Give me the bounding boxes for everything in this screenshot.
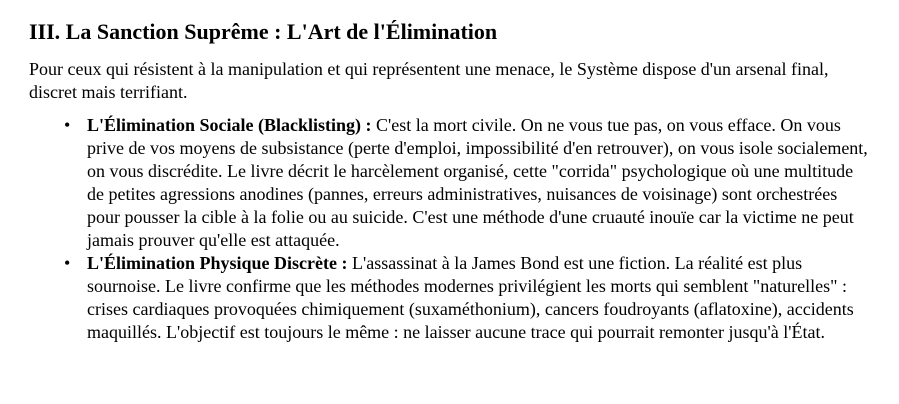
intro-paragraph: Pour ceux qui résistent à la manipulation et qui représentent une menace, le Système dispose d'un arsenal final, discret mais terrifiant. — [29, 59, 829, 102]
bullet-list — [29, 114, 869, 344]
list-item-social-elimination — [64, 114, 869, 252]
bullet-icon: • — [64, 115, 71, 135]
section-heading: III. La Sanction Suprême : L'Art de l'Élimination — [29, 19, 498, 44]
document-page — [29, 18, 869, 344]
list-item-term: L'Élimination Sociale (Blacklisting) : — [87, 115, 372, 135]
list-item-term: L'Élimination Physique Discrète : — [87, 253, 348, 273]
list-item-physical-elimination — [64, 252, 869, 344]
list-item-text: C'est la mort civile. On ne vous tue pas, on vous efface. On vous prive de vos moyens de subsistance (perte d'emploi, impossibilité d'en retrouver), on vous isole socialement, on vous discrédite. Le livre décrit le harcèlement organisé, cette "corrida" psychologique où une multitude de petites agressions anodines (pannes, erreurs administratives, nuisances de voisinage) sont orchestrées pour pousser la cible à la folie ou au suicide. C'est une méthode d'une cruauté inouïe car la victime ne peut jamais prouver qu'elle est attaquée. — [87, 115, 868, 250]
bullet-icon: • — [64, 253, 71, 273]
list-item-text: L'assassinat à la James Bond est une fiction. La réalité est plus sournoise. Le livre confirme que les méthodes modernes privilégient les morts qui semblent "naturelles" : crises cardiaques provoquées chimiquement (suxaméthonium), cancers foudroyants (aflatoxine), accidents maquillés. L'objectif est toujours le même : ne laisser aucune trace qui pourrait remonter jusqu'à l'État. — [87, 253, 854, 342]
